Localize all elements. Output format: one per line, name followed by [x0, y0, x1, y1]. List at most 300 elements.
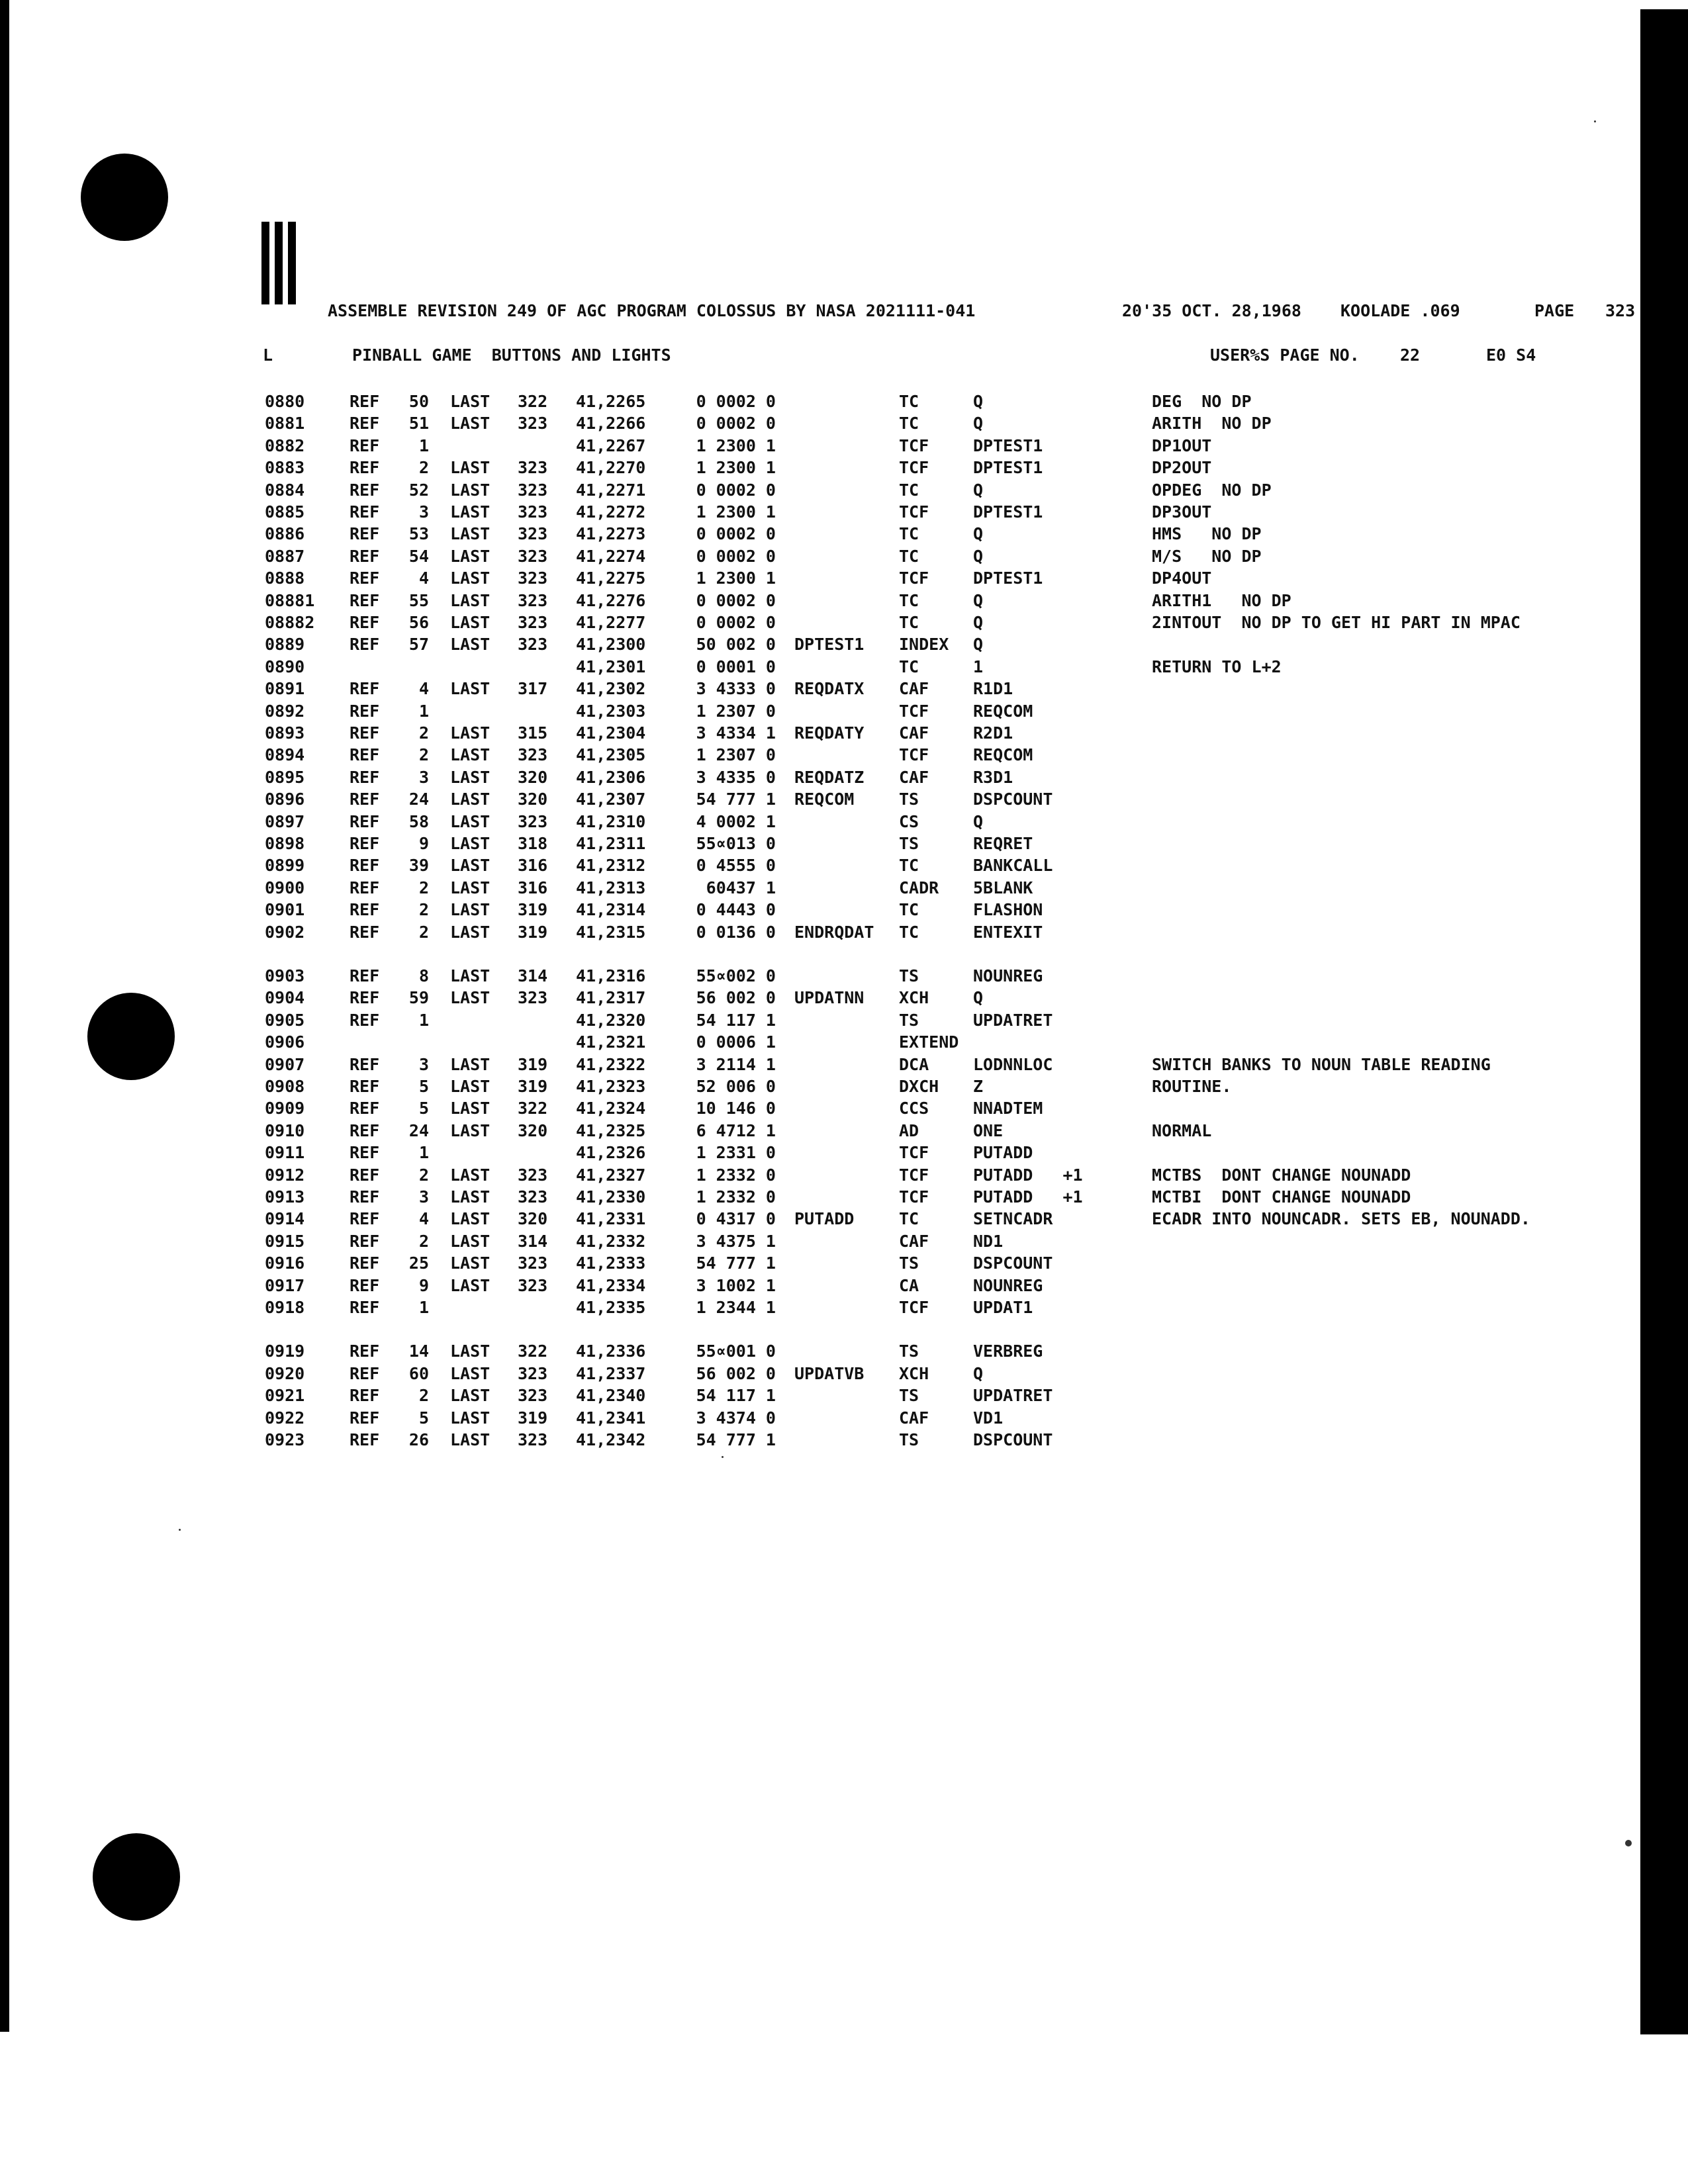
ref-count: 39 — [408, 856, 429, 876]
last-page: 323 — [518, 1165, 548, 1185]
ref-count: 25 — [408, 1253, 429, 1273]
octal-code: 1 2300 1 — [696, 502, 776, 522]
opcode: AD — [899, 1120, 919, 1140]
address: 41,2341 — [576, 1408, 646, 1428]
ref-count: 1 — [418, 435, 429, 455]
last-token: LAST — [450, 966, 491, 985]
operand: Q — [973, 524, 984, 544]
page-marker-bars — [261, 222, 301, 304]
ref-token: REF — [350, 458, 380, 478]
opcode: TS — [899, 1430, 919, 1449]
last-page: 319 — [518, 1408, 548, 1428]
line-number: 0913 — [265, 1187, 305, 1206]
octal-code: 0 4317 0 — [696, 1209, 776, 1229]
opcode: TC — [899, 613, 919, 632]
line-number: 0896 — [265, 790, 305, 809]
octal-code: 3 4374 0 — [696, 1408, 776, 1428]
operand: NOUNREG — [973, 966, 1043, 985]
ref-token: REF — [350, 723, 380, 743]
octal-code: 54 777 1 — [696, 1430, 776, 1449]
last-token: LAST — [450, 569, 491, 588]
last-token: LAST — [450, 790, 491, 809]
last-token: LAST — [450, 1386, 491, 1406]
comment: RETURN TO L+2 — [1152, 657, 1282, 676]
listing-title: ASSEMBLE REVISION 249 OF AGC PROGRAM COLOSSUS BY NASA 2021111-041 — [328, 301, 976, 320]
line-number: 0905 — [265, 1010, 305, 1030]
ref-count: 1 — [418, 1298, 429, 1317]
last-token: LAST — [450, 922, 491, 942]
octal-code: 0 0002 0 — [696, 613, 776, 632]
scan-speck — [179, 1529, 181, 1531]
ref-count: 60 — [408, 1363, 429, 1383]
ref-token: REF — [350, 524, 380, 544]
ref-count: 2 — [418, 1231, 429, 1251]
ref-count: 4 — [418, 1209, 429, 1229]
ref-token: REF — [350, 966, 380, 985]
octal-code: 55∝001 0 — [696, 1342, 776, 1361]
ref-count: 5 — [418, 1099, 429, 1118]
operand: VERBREG — [973, 1342, 1043, 1361]
operand: LODNNLOC — [973, 1054, 1053, 1074]
ref-token: REF — [350, 590, 380, 610]
ref-count: 2 — [418, 1165, 429, 1185]
last-page: 314 — [518, 966, 548, 985]
address: 41,2337 — [576, 1363, 646, 1383]
last-token: LAST — [450, 524, 491, 544]
ref-count: 57 — [408, 635, 429, 655]
octal-code: 54 777 1 — [696, 790, 776, 809]
ref-count: 58 — [408, 811, 429, 831]
operand: ONE — [973, 1120, 1004, 1140]
address: 41,2302 — [576, 679, 646, 699]
operand: Q — [973, 546, 984, 566]
last-page: 320 — [518, 790, 548, 809]
ref-count: 4 — [418, 679, 429, 699]
operand: DPTEST1 — [973, 458, 1043, 478]
comment: DP4OUT — [1152, 569, 1212, 588]
address: 41,2340 — [576, 1386, 646, 1406]
last-token: LAST — [450, 1165, 491, 1185]
opcode: CS — [899, 811, 919, 831]
comment: OPDEG NO DP — [1152, 480, 1272, 500]
ref-count: 50 — [408, 392, 429, 411]
ref-count: 14 — [408, 1342, 429, 1361]
e0-s4-flag: E0 S4 — [1486, 345, 1536, 365]
line-number: 0890 — [265, 657, 305, 676]
operand: UPDATRET — [973, 1010, 1053, 1030]
address: 41,2305 — [576, 745, 646, 765]
ref-token: REF — [350, 900, 380, 920]
comment: ARITH NO DP — [1152, 414, 1272, 433]
address: 41,2300 — [576, 635, 646, 655]
ref-count: 2 — [418, 922, 429, 942]
opcode: TS — [899, 790, 919, 809]
ref-token: REF — [350, 1298, 380, 1317]
operand: 5BLANK — [973, 878, 1033, 897]
opcode: EXTEND — [899, 1032, 959, 1052]
page-label: PAGE — [1534, 301, 1575, 320]
address: 41,2342 — [576, 1430, 646, 1449]
operand: Q — [973, 1363, 984, 1383]
last-page: 319 — [518, 922, 548, 942]
line-number: 0912 — [265, 1165, 305, 1185]
ref-token: REF — [350, 922, 380, 942]
line-number: 0911 — [265, 1143, 305, 1163]
operand: Q — [973, 590, 984, 610]
address: 41,2306 — [576, 767, 646, 787]
address: 41,2333 — [576, 1253, 646, 1273]
ref-token: REF — [350, 502, 380, 522]
last-token: LAST — [450, 613, 491, 632]
operand: R1D1 — [973, 679, 1013, 699]
symbol-label: PUTADD — [794, 1209, 855, 1229]
operand: VD1 — [973, 1408, 1004, 1428]
ref-token: REF — [350, 1187, 380, 1206]
operand: Q — [973, 392, 984, 411]
ref-token: REF — [350, 1430, 380, 1449]
opcode: TCF — [899, 435, 929, 455]
operand: UPDAT1 — [973, 1298, 1033, 1317]
symbol-label: ENDRQDAT — [794, 922, 874, 942]
last-token: LAST — [450, 414, 491, 433]
octal-code: 55∝013 0 — [696, 834, 776, 853]
address: 41,2327 — [576, 1165, 646, 1185]
opcode: CAF — [899, 1408, 929, 1428]
comment: DEG NO DP — [1152, 392, 1252, 411]
line-number: 0901 — [265, 900, 305, 920]
opcode: TCF — [899, 1143, 929, 1163]
opcode: TC — [899, 480, 919, 500]
address: 41,2317 — [576, 988, 646, 1008]
punch-hole-middle — [87, 993, 175, 1080]
opcode: TS — [899, 966, 919, 985]
scan-speck — [722, 1456, 724, 1458]
ref-token: REF — [350, 1099, 380, 1118]
last-token: LAST — [450, 458, 491, 478]
operand: DSPCOUNT — [973, 1253, 1053, 1273]
line-number: 0881 — [265, 414, 305, 433]
address: 41,2303 — [576, 701, 646, 721]
last-page: 323 — [518, 1275, 548, 1295]
octal-code: 55∝002 0 — [696, 966, 776, 985]
opcode: TC — [899, 1209, 919, 1229]
address: 41,2332 — [576, 1231, 646, 1251]
ref-count: 53 — [408, 524, 429, 544]
ref-token: REF — [350, 1209, 380, 1229]
symbol-label: DPTEST1 — [794, 635, 865, 655]
octal-code: 1 2332 0 — [696, 1187, 776, 1206]
ref-count: 5 — [418, 1408, 429, 1428]
comment: ECADR INTO NOUNCADR. SETS EB, NOUNADD. — [1152, 1209, 1530, 1229]
last-page: 323 — [518, 1430, 548, 1449]
last-token: LAST — [450, 1120, 491, 1140]
last-token: LAST — [450, 1231, 491, 1251]
last-page: 323 — [518, 480, 548, 500]
address: 41,2326 — [576, 1143, 646, 1163]
opcode: CADR — [899, 878, 939, 897]
last-token: LAST — [450, 392, 491, 411]
last-page: 323 — [518, 613, 548, 632]
scan-speck — [1594, 120, 1596, 122]
operand: REQRET — [973, 834, 1033, 853]
operand: PUTADD — [973, 1143, 1033, 1163]
line-number: 0908 — [265, 1077, 305, 1096]
opcode: TCF — [899, 1298, 929, 1317]
address: 41,2267 — [576, 435, 646, 455]
opcode: TS — [899, 1342, 919, 1361]
last-token: LAST — [450, 502, 491, 522]
last-token: LAST — [450, 1187, 491, 1206]
line-number: 0884 — [265, 480, 305, 500]
operand: Q — [973, 414, 984, 433]
line-number: 0892 — [265, 701, 305, 721]
ref-count: 51 — [408, 414, 429, 433]
address: 41,2335 — [576, 1298, 646, 1317]
last-page: 322 — [518, 1099, 548, 1118]
ref-token: REF — [350, 1165, 380, 1185]
ref-count: 3 — [418, 1187, 429, 1206]
ref-count: 2 — [418, 1386, 429, 1406]
right-scan-border — [1640, 9, 1688, 2034]
operand: Q — [973, 613, 984, 632]
opcode: DCA — [899, 1054, 929, 1074]
ref-count: 59 — [408, 988, 429, 1008]
address: 41,2313 — [576, 878, 646, 897]
opcode: TC — [899, 900, 919, 920]
operand: PUTADD +1 — [973, 1187, 1083, 1206]
address: 41,2336 — [576, 1342, 646, 1361]
address: 41,2273 — [576, 524, 646, 544]
octal-code: 0 0002 0 — [696, 590, 776, 610]
address: 41,2315 — [576, 922, 646, 942]
ref-count: 52 — [408, 480, 429, 500]
line-number: 0891 — [265, 679, 305, 699]
address: 41,2274 — [576, 546, 646, 566]
octal-code: 52 006 0 — [696, 1077, 776, 1096]
octal-code: 0 4555 0 — [696, 856, 776, 876]
line-number: 0914 — [265, 1209, 305, 1229]
octal-code: 0 0002 0 — [696, 524, 776, 544]
scan-speck — [1625, 1840, 1632, 1846]
ref-count: 54 — [408, 546, 429, 566]
ref-token: REF — [350, 569, 380, 588]
last-page: 323 — [518, 502, 548, 522]
address: 41,2270 — [576, 458, 646, 478]
last-page: 323 — [518, 590, 548, 610]
ref-token: REF — [350, 1054, 380, 1074]
octal-code: 60437 1 — [706, 878, 776, 897]
line-number: 0903 — [265, 966, 305, 985]
line-number: 0882 — [265, 435, 305, 455]
octal-code: 6 4712 1 — [696, 1120, 776, 1140]
opcode: TCF — [899, 502, 929, 522]
ref-token: REF — [350, 1363, 380, 1383]
ref-token: REF — [350, 1275, 380, 1295]
listing-timestamp: 20'35 OCT. 28,1968 — [1122, 301, 1301, 320]
last-page: 323 — [518, 458, 548, 478]
last-page: 314 — [518, 1231, 548, 1251]
last-page: 323 — [518, 569, 548, 588]
octal-code: 0 0001 0 — [696, 657, 776, 676]
operand: UPDATRET — [973, 1386, 1053, 1406]
address: 41,2301 — [576, 657, 646, 676]
ref-count: 55 — [408, 590, 429, 610]
operand: Q — [973, 635, 984, 655]
ref-count: 2 — [418, 745, 429, 765]
opcode: TCF — [899, 1165, 929, 1185]
ref-token: REF — [350, 1010, 380, 1030]
octal-code: 3 1002 1 — [696, 1275, 776, 1295]
line-number: 0897 — [265, 811, 305, 831]
address: 41,2271 — [576, 480, 646, 500]
opcode: CAF — [899, 723, 929, 743]
last-token: LAST — [450, 767, 491, 787]
operand: DSPCOUNT — [973, 790, 1053, 809]
ref-token: REF — [350, 856, 380, 876]
section-title: PINBALL GAME BUTTONS AND LIGHTS — [352, 345, 671, 365]
operand: DPTEST1 — [973, 502, 1043, 522]
ref-count: 9 — [418, 1275, 429, 1295]
last-token: LAST — [450, 1275, 491, 1295]
ref-token: REF — [350, 435, 380, 455]
opcode: TC — [899, 922, 919, 942]
last-token: LAST — [450, 1209, 491, 1229]
octal-code: 3 2114 1 — [696, 1054, 776, 1074]
ref-count: 1 — [418, 701, 429, 721]
ref-count: 3 — [418, 1054, 429, 1074]
last-token: LAST — [450, 1408, 491, 1428]
ref-count: 24 — [408, 1120, 429, 1140]
user-page-number: 22 — [1400, 345, 1421, 365]
ref-count: 2 — [418, 878, 429, 897]
last-page: 323 — [518, 1386, 548, 1406]
line-number: 0900 — [265, 878, 305, 897]
opcode: TC — [899, 856, 919, 876]
operand: DPTEST1 — [973, 569, 1043, 588]
address: 41,2266 — [576, 414, 646, 433]
symbol-label: UPDATNN — [794, 988, 865, 1008]
octal-code: 1 2307 0 — [696, 745, 776, 765]
ref-token: REF — [350, 701, 380, 721]
address: 41,2330 — [576, 1187, 646, 1206]
operand: REQCOM — [973, 745, 1033, 765]
line-number: 0893 — [265, 723, 305, 743]
operand: Z — [973, 1077, 984, 1096]
line-number: 0906 — [265, 1032, 305, 1052]
operand: FLASHON — [973, 900, 1043, 920]
octal-code: 3 4375 1 — [696, 1231, 776, 1251]
address: 41,2276 — [576, 590, 646, 610]
octal-code: 3 4335 0 — [696, 767, 776, 787]
ref-token: REF — [350, 811, 380, 831]
last-token: LAST — [450, 480, 491, 500]
octal-code: 0 0136 0 — [696, 922, 776, 942]
line-number: 0887 — [265, 546, 305, 566]
comment: SWITCH BANKS TO NOUN TABLE READING — [1152, 1054, 1491, 1074]
last-page: 323 — [518, 988, 548, 1008]
octal-code: 1 2300 1 — [696, 569, 776, 588]
ref-count: 2 — [418, 458, 429, 478]
last-token: LAST — [450, 988, 491, 1008]
user-page-label: USER%S PAGE NO. — [1210, 345, 1360, 365]
address: 41,2272 — [576, 502, 646, 522]
opcode: INDEX — [899, 635, 949, 655]
line-number: 0917 — [265, 1275, 305, 1295]
opcode: TS — [899, 1010, 919, 1030]
last-page: 323 — [518, 546, 548, 566]
octal-code: 1 2344 1 — [696, 1298, 776, 1317]
opcode: TC — [899, 524, 919, 544]
ref-count: 24 — [408, 790, 429, 809]
line-number: 0909 — [265, 1099, 305, 1118]
operand: DPTEST1 — [973, 435, 1043, 455]
opcode: TC — [899, 392, 919, 411]
symbol-label: REQDATZ — [794, 767, 865, 787]
last-page: 322 — [518, 392, 548, 411]
octal-code: 3 4334 1 — [696, 723, 776, 743]
address: 41,2325 — [576, 1120, 646, 1140]
ref-token: REF — [350, 1231, 380, 1251]
last-token: LAST — [450, 856, 491, 876]
address: 41,2322 — [576, 1054, 646, 1074]
ref-token: REF — [350, 679, 380, 699]
last-token: LAST — [450, 1430, 491, 1449]
ref-count: 2 — [418, 900, 429, 920]
operand: SETNCADR — [973, 1209, 1053, 1229]
octal-code: 0 4443 0 — [696, 900, 776, 920]
octal-code: 1 2331 0 — [696, 1143, 776, 1163]
octal-code: 56 002 0 — [696, 1363, 776, 1383]
line-number: 08881 — [265, 590, 315, 610]
operand: 1 — [973, 657, 984, 676]
line-number: 0907 — [265, 1054, 305, 1074]
ref-token: REF — [350, 1408, 380, 1428]
last-page: 320 — [518, 1209, 548, 1229]
last-page: 323 — [518, 635, 548, 655]
operand: DSPCOUNT — [973, 1430, 1053, 1449]
symbol-label: UPDATVB — [794, 1363, 865, 1383]
last-token: LAST — [450, 546, 491, 566]
line-number: 0904 — [265, 988, 305, 1008]
octal-code: 4 0002 1 — [696, 811, 776, 831]
comment: DP3OUT — [1152, 502, 1212, 522]
last-page: 323 — [518, 745, 548, 765]
last-page: 320 — [518, 1120, 548, 1140]
ref-token: REF — [350, 392, 380, 411]
address: 41,2275 — [576, 569, 646, 588]
ref-token: REF — [350, 878, 380, 897]
ref-count: 26 — [408, 1430, 429, 1449]
symbol-label: REQCOM — [794, 790, 855, 809]
line-number: 0889 — [265, 635, 305, 655]
symbol-label: REQDATY — [794, 723, 865, 743]
comment: DP1OUT — [1152, 435, 1212, 455]
line-number: 08882 — [265, 613, 315, 632]
address: 41,2307 — [576, 790, 646, 809]
octal-code: 56 002 0 — [696, 988, 776, 1008]
octal-code: 1 2332 0 — [696, 1165, 776, 1185]
octal-code: 1 2300 1 — [696, 458, 776, 478]
comment: M/S NO DP — [1152, 546, 1262, 566]
line-number: 0919 — [265, 1342, 305, 1361]
last-page: 323 — [518, 1187, 548, 1206]
address: 41,2265 — [576, 392, 646, 411]
opcode: TS — [899, 1253, 919, 1273]
comment: MCTBS DONT CHANGE NOUNADD — [1152, 1165, 1411, 1185]
opcode: TCF — [899, 1187, 929, 1206]
comment: ROUTINE. — [1152, 1077, 1232, 1096]
ref-count: 8 — [418, 966, 429, 985]
